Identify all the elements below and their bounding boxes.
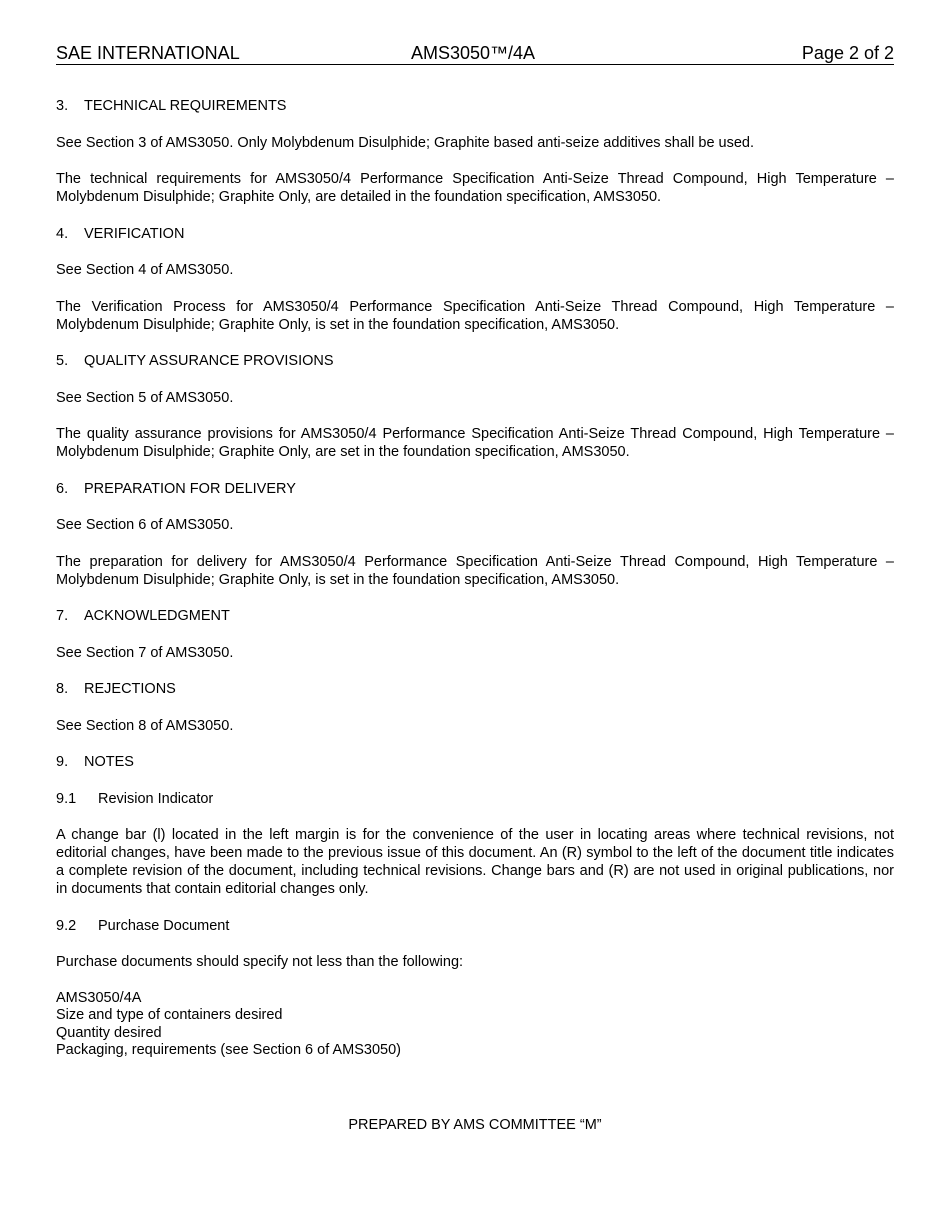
section-4-paragraph-2: The Verification Process for AMS3050/4 Performance Specification Anti-Seize Thread Compound, High Temperature – Molybdenum Disulphide; Graphite Only, is set in the foundation specification, AMS3050.	[56, 298, 894, 333]
section-6-heading	[56, 480, 894, 498]
header-document-id: AMS3050™/4A	[411, 43, 536, 63]
section-7-paragraph-1: See Section 7 of AMS3050.	[56, 644, 234, 661]
section-8-paragraph-1: See Section 8 of AMS3050.	[56, 717, 234, 734]
section-number: 8.	[56, 681, 69, 697]
section-number: 3.	[56, 98, 69, 114]
list-item: Size and type of containers desired	[56, 1007, 283, 1023]
section-6-paragraph-2: The preparation for delivery for AMS3050/4 Performance Specification Anti-Seize Thread Compound, High Temperature – Molybdenum Disulphide; Graphite Only, is set in the foundation specification, AMS3050.	[56, 553, 894, 588]
subsection-number: 9.2	[56, 917, 77, 934]
prepared-by-footer: PREPARED BY AMS COMMITTEE “M”	[348, 1117, 602, 1133]
page-header	[56, 42, 894, 65]
header-organization: SAE INTERNATIONAL	[56, 43, 240, 63]
list-item: Packaging, requirements (see Section 6 of AMS3050)	[56, 1042, 401, 1058]
section-number: 7.	[56, 608, 69, 624]
section-number: 9.	[56, 754, 69, 770]
document-body	[56, 97, 894, 1060]
header-page-number: Page 2 of 2	[801, 43, 894, 63]
section-9-1-heading	[56, 790, 894, 808]
subsection-title: Revision Indicator	[98, 790, 214, 807]
section-title: REJECTIONS	[84, 681, 176, 697]
subsection-number: 9.1	[56, 790, 77, 807]
section-8-heading	[56, 680, 894, 698]
section-3-heading	[56, 97, 894, 115]
section-title: NOTES	[84, 754, 134, 770]
section-number: 4.	[56, 225, 69, 242]
section-title: VERIFICATION	[84, 225, 185, 242]
section-9-2-heading	[56, 917, 894, 935]
section-5-paragraph-1: See Section 5 of AMS3050.	[56, 389, 234, 406]
section-4-heading	[56, 225, 894, 243]
section-9-1-paragraph: A change bar (l) located in the left margin is for the convenience of the user in locating areas where technical revisions, not editorial changes, have been made to the previous issue of this document. An (R) symbol to the left of the document title indicates a complete revision of the document, including technical revisions. Change bars and (R) are not used in original publications, nor in documents that contain editorial changes only.	[56, 827, 894, 897]
subsection-title: Purchase Document	[98, 917, 230, 934]
section-title: QUALITY ASSURANCE PROVISIONS	[84, 353, 334, 369]
section-3-paragraph-2: The technical requirements for AMS3050/4 Performance Specification Anti-Seize Thread Compound, High Temperature – Molybdenum Disulphide; Graphite Only, are detailed in the foundation specification, AMS3050.	[56, 171, 894, 205]
section-title: TECHNICAL REQUIREMENTS	[84, 98, 287, 114]
section-title: ACKNOWLEDGMENT	[84, 608, 230, 624]
section-6-paragraph-1: See Section 6 of AMS3050.	[56, 517, 234, 533]
section-9-2-paragraph: Purchase documents should specify not less than the following:	[56, 954, 464, 970]
section-7-heading	[56, 607, 894, 625]
section-title: PREPARATION FOR DELIVERY	[84, 480, 296, 497]
section-5-heading	[56, 352, 894, 370]
purchase-requirements-list	[56, 990, 894, 1060]
section-number: 5.	[56, 353, 69, 369]
section-number: 6.	[56, 480, 69, 497]
section-9-heading	[56, 753, 894, 771]
list-item: Quantity desired	[56, 1024, 162, 1041]
section-3-paragraph-1: See Section 3 of AMS3050. Only Molybdenum Disulphide; Graphite based anti-seize additives shall be used.	[56, 134, 755, 151]
list-item: AMS3050/4A	[56, 989, 142, 1006]
section-4-paragraph-1: See Section 4 of AMS3050.	[56, 262, 234, 278]
section-5-paragraph-2: The quality assurance provisions for AMS3050/4 Performance Specification Anti-Seize Thread Compound, High Temperature – Molybdenum Disulphide; Graphite Only, are set in the foundation specification, AMS3050.	[56, 426, 894, 460]
